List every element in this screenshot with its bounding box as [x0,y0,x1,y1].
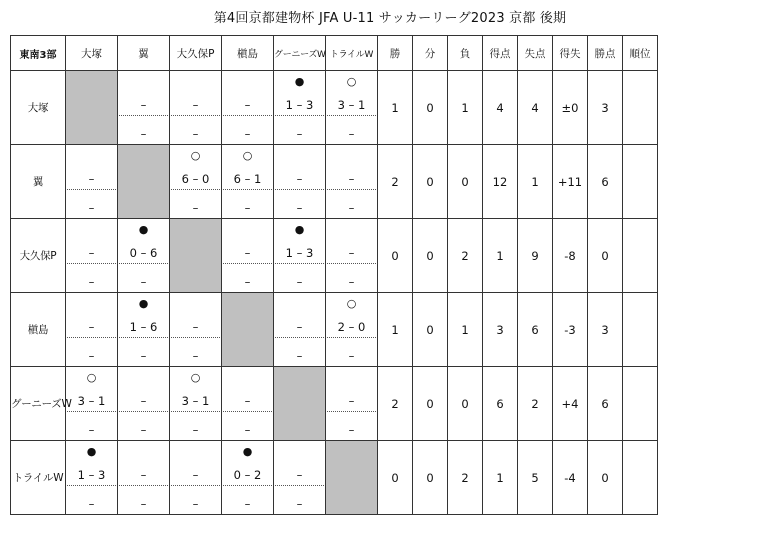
dotted-divider [67,263,116,264]
second-leg-score: – [348,275,355,289]
stat-points: 0 [588,219,623,293]
second-leg-score: – [244,423,251,437]
match-score: 6 – 1 [233,172,262,186]
match-score: – [192,98,199,112]
team-column-header: トライルW [326,36,378,71]
match-cell [222,441,274,515]
stat-wins: 2 [378,145,413,219]
dotted-divider [119,337,168,338]
result-mark [170,445,221,459]
match-cell [118,71,170,145]
match-cell [170,367,222,441]
match-score: 6 – 0 [181,172,210,186]
stat-goals-for: 6 [483,367,518,441]
match-score: 0 – 6 [129,246,158,260]
dotted-divider [275,189,324,190]
second-leg-score: – [296,497,303,511]
second-leg-score: – [140,127,147,141]
dotted-divider [67,485,116,486]
dotted-divider [119,115,168,116]
match-score: – [192,320,199,334]
dotted-divider [171,115,220,116]
dotted-divider [119,485,168,486]
table-row [11,367,658,441]
dotted-divider [275,485,324,486]
dotted-divider [171,411,220,412]
result-mark: ○ [190,371,201,384]
result-mark: ● [138,297,149,310]
match-cell [66,367,118,441]
second-leg-score: – [244,127,251,141]
match-cell [170,145,222,219]
second-leg-score: – [296,349,303,363]
dotted-divider [327,263,376,264]
dotted-divider [223,411,272,412]
match-cell [118,219,170,293]
dotted-divider [327,337,376,338]
stat-losses: 2 [448,441,483,515]
stat-points: 3 [588,71,623,145]
team-column-header: 大塚 [66,36,118,71]
stat-goal-diff: +4 [553,367,588,441]
match-score: 1 – 3 [77,468,106,482]
match-cell [274,219,326,293]
second-leg-score: – [348,127,355,141]
result-mark: ● [294,223,305,236]
second-leg-score: – [140,275,147,289]
result-mark [274,149,325,163]
dotted-divider [223,485,272,486]
match-cell [118,441,170,515]
match-score: – [244,246,251,260]
result-mark: ○ [346,75,357,88]
second-leg-score: – [192,423,199,437]
stat-goals-against: 9 [518,219,553,293]
result-mark: ○ [86,371,97,384]
match-score: – [244,98,251,112]
second-leg-score: – [88,201,95,215]
result-mark [222,223,273,237]
dotted-divider [171,189,220,190]
match-score: – [88,320,95,334]
stat-header-goals-for: 得点 [483,36,518,71]
table-row [11,71,658,145]
division-label: 東南3部 [11,36,66,71]
match-cell [170,441,222,515]
stat-header-goal-diff: 得失 [553,36,588,71]
row-team-name: 翼 [11,145,66,219]
team-column-header: 翼 [118,36,170,71]
match-score: 0 – 2 [233,468,262,482]
stat-wins: 1 [378,71,413,145]
second-leg-score: – [192,497,199,511]
stat-rank [623,71,658,145]
match-cell [222,367,274,441]
match-cell [66,441,118,515]
stat-losses: 0 [448,367,483,441]
stat-points: 6 [588,367,623,441]
stat-header-wins: 勝 [378,36,413,71]
team-column-header: 大久保P [170,36,222,71]
match-cell [118,367,170,441]
match-score: – [348,246,355,260]
result-mark [66,297,117,311]
table-row [11,219,658,293]
row-team-name: 大塚 [11,71,66,145]
row-team-name: 槇島 [11,293,66,367]
match-cell [326,219,378,293]
stat-goals-against: 6 [518,293,553,367]
stat-goals-for: 12 [483,145,518,219]
stat-wins: 1 [378,293,413,367]
match-cell [66,145,118,219]
second-leg-score: – [140,423,147,437]
self-match-cell [274,367,326,441]
match-score: – [244,394,251,408]
match-score: 3 – 1 [337,98,366,112]
match-score: – [296,320,303,334]
stat-losses: 1 [448,293,483,367]
result-mark [326,149,377,163]
second-leg-score: – [296,127,303,141]
stat-losses: 1 [448,71,483,145]
second-leg-score: – [192,349,199,363]
team-column-header: 槇島 [222,36,274,71]
result-mark [274,445,325,459]
match-cell [326,293,378,367]
stat-wins: 0 [378,441,413,515]
match-score: 1 – 3 [285,98,314,112]
match-cell [274,293,326,367]
stat-rank [623,145,658,219]
self-match-cell [326,441,378,515]
stat-goals-against: 4 [518,71,553,145]
result-mark: ○ [242,149,253,162]
stat-goals-against: 1 [518,145,553,219]
result-mark [326,371,377,385]
match-score: – [348,394,355,408]
row-team-name: グーニーズW [11,367,66,441]
second-leg-score: – [88,497,95,511]
result-mark [66,149,117,163]
result-mark: ● [138,223,149,236]
self-match-cell [66,71,118,145]
stat-draws: 0 [413,219,448,293]
dotted-divider [67,189,116,190]
stat-draws: 0 [413,367,448,441]
stat-goals-for: 1 [483,219,518,293]
self-match-cell [222,293,274,367]
page-title: 第4回京都建物杯 JFA U-11 サッカーリーグ2023 京都 後期 [213,11,567,26]
dotted-divider [275,337,324,338]
row-team-name: 大久保P [11,219,66,293]
result-mark: ○ [190,149,201,162]
self-match-cell [170,219,222,293]
table-row [11,145,658,219]
dotted-divider [67,411,116,412]
match-cell [222,71,274,145]
stat-wins: 2 [378,367,413,441]
stat-goal-diff: -3 [553,293,588,367]
dotted-divider [223,189,272,190]
stat-goal-diff: +11 [553,145,588,219]
match-cell [274,441,326,515]
stat-goals-against: 5 [518,441,553,515]
result-mark [222,75,273,89]
dotted-divider [327,189,376,190]
stat-rank [623,441,658,515]
stat-header-goals-against: 失点 [518,36,553,71]
second-leg-score: – [296,201,303,215]
dotted-divider [119,411,168,412]
second-leg-score: – [88,349,95,363]
second-leg-score: – [348,423,355,437]
match-score: – [192,468,199,482]
match-score: – [296,172,303,186]
dotted-divider [275,115,324,116]
dotted-divider [327,115,376,116]
dotted-divider [223,263,272,264]
stat-draws: 0 [413,441,448,515]
match-cell [326,71,378,145]
match-score: 1 – 6 [129,320,158,334]
match-cell [326,367,378,441]
row-team-name: トライルW [11,441,66,515]
stat-goals-for: 3 [483,293,518,367]
stat-rank [623,219,658,293]
match-cell [222,145,274,219]
result-mark: ● [86,445,97,458]
stat-goals-against: 2 [518,367,553,441]
match-cell [66,293,118,367]
stat-points: 3 [588,293,623,367]
second-leg-score: – [192,201,199,215]
stat-goal-diff: -4 [553,441,588,515]
stat-goals-for: 1 [483,441,518,515]
result-mark: ● [242,445,253,458]
match-score: 3 – 1 [77,394,106,408]
stat-losses: 0 [448,145,483,219]
header-row [11,36,658,71]
self-match-cell [118,145,170,219]
result-mark [274,297,325,311]
dotted-divider [119,263,168,264]
match-score: – [296,468,303,482]
second-leg-score: – [140,349,147,363]
league-table [10,35,658,515]
result-mark [118,445,169,459]
match-cell [170,293,222,367]
second-leg-score: – [192,127,199,141]
second-leg-score: – [348,349,355,363]
match-score: 1 – 3 [285,246,314,260]
stat-draws: 0 [413,145,448,219]
stat-wins: 0 [378,219,413,293]
result-mark [222,371,273,385]
match-cell [118,293,170,367]
match-score: 2 – 0 [337,320,366,334]
team-column-header: グーニーズW [274,36,326,71]
second-leg-score: – [244,275,251,289]
dotted-divider [171,337,220,338]
match-score: – [140,394,147,408]
result-mark [66,223,117,237]
result-mark [118,75,169,89]
match-score: – [88,172,95,186]
stat-rank [623,293,658,367]
table-row [11,441,658,515]
second-leg-score: – [88,275,95,289]
result-mark [170,297,221,311]
second-leg-score: – [296,275,303,289]
stat-points: 6 [588,145,623,219]
dotted-divider [223,115,272,116]
match-cell [170,71,222,145]
match-cell [274,71,326,145]
second-leg-score: – [244,497,251,511]
stat-points: 0 [588,441,623,515]
match-cell [274,145,326,219]
result-mark: ○ [346,297,357,310]
second-leg-score: – [244,201,251,215]
dotted-divider [327,411,376,412]
second-leg-score: – [348,201,355,215]
stat-header-draws: 分 [413,36,448,71]
result-mark: ● [294,75,305,88]
match-cell [222,219,274,293]
match-score: – [88,246,95,260]
dotted-divider [171,485,220,486]
match-cell [66,219,118,293]
match-score: 3 – 1 [181,394,210,408]
dotted-divider [275,263,324,264]
result-mark [118,371,169,385]
match-cell [326,145,378,219]
stat-header-points: 勝点 [588,36,623,71]
result-mark [326,223,377,237]
second-leg-score: – [88,423,95,437]
dotted-divider [67,337,116,338]
second-leg-score: – [140,497,147,511]
table-row [11,293,658,367]
stat-draws: 0 [413,71,448,145]
match-score: – [140,98,147,112]
match-score: – [140,468,147,482]
stat-goal-diff: ±0 [553,71,588,145]
stat-rank [623,367,658,441]
stat-goals-for: 4 [483,71,518,145]
stat-goal-diff: -8 [553,219,588,293]
stat-losses: 2 [448,219,483,293]
stat-header-rank: 順位 [623,36,658,71]
result-mark [170,75,221,89]
stat-header-losses: 負 [448,36,483,71]
match-score: – [348,172,355,186]
stat-draws: 0 [413,293,448,367]
